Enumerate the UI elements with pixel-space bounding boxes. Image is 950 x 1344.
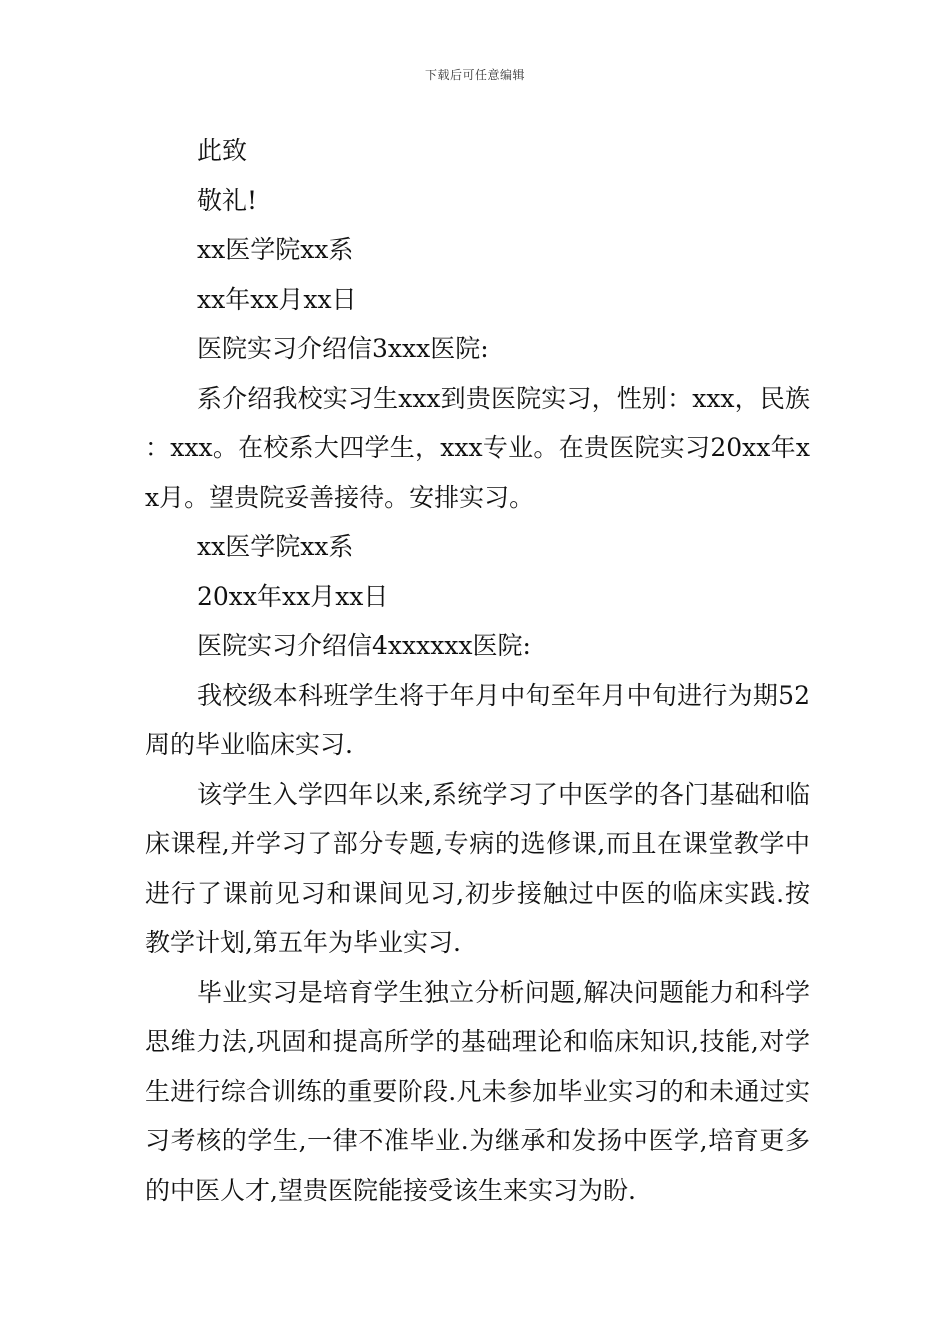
sender-date: xx年xx月xx日	[197, 284, 357, 314]
page-header-note: 下载后可任意编辑	[424, 68, 525, 82]
letter-heading-4: 医院实习介绍信4xxxxxx医院:	[197, 631, 531, 660]
letter-body-4-background: 该学生入学四年以来,系统学习了中医学的各门基础和临床课程,并学习了部分专题,专病的选修课,而且在课堂教学中进行了课前见习和课间见习,初步接触过中医的临床实践.按教学计划,第五年为毕业实习.	[145, 779, 810, 957]
sender-date-3: 20xx年xx月xx日	[197, 581, 389, 611]
letter-body-4-intro: 我校级本科班学生将于年月中旬至年月中旬进行为期52周的毕业临床实习.	[145, 680, 810, 759]
letter-body-4-purpose: 毕业实习是培育学生独立分析问题,解决问题能力和科学思维力法,巩固和提高所学的基础理论和临床知识,技能,对学生进行综合训练的重要阶段.凡未参加毕业实习的和未通过实习考核的学生,一律不准毕业.为继承和发扬中医学,培育更多的中医人才,望贵医院能接受该生来实习为盼.	[145, 977, 810, 1205]
sender-institution: xx医学院xx系	[197, 235, 354, 264]
letter-body-3: 系介绍我校实习生xxx到贵医院实习，性别：xxx，民族：xxx。在校系大四学生，xxx专业。在贵医院实习20xx年xx月。望贵院妥善接待。安排实习。	[145, 383, 810, 512]
sender-institution-3: xx医学院xx系	[197, 532, 354, 561]
letter-heading-3: 医院实习介绍信3xxx医院:	[197, 334, 489, 363]
closing-salutation: 此致	[197, 136, 248, 165]
document-body	[145, 126, 810, 1215]
closing-regards: 敬礼!	[197, 185, 258, 215]
